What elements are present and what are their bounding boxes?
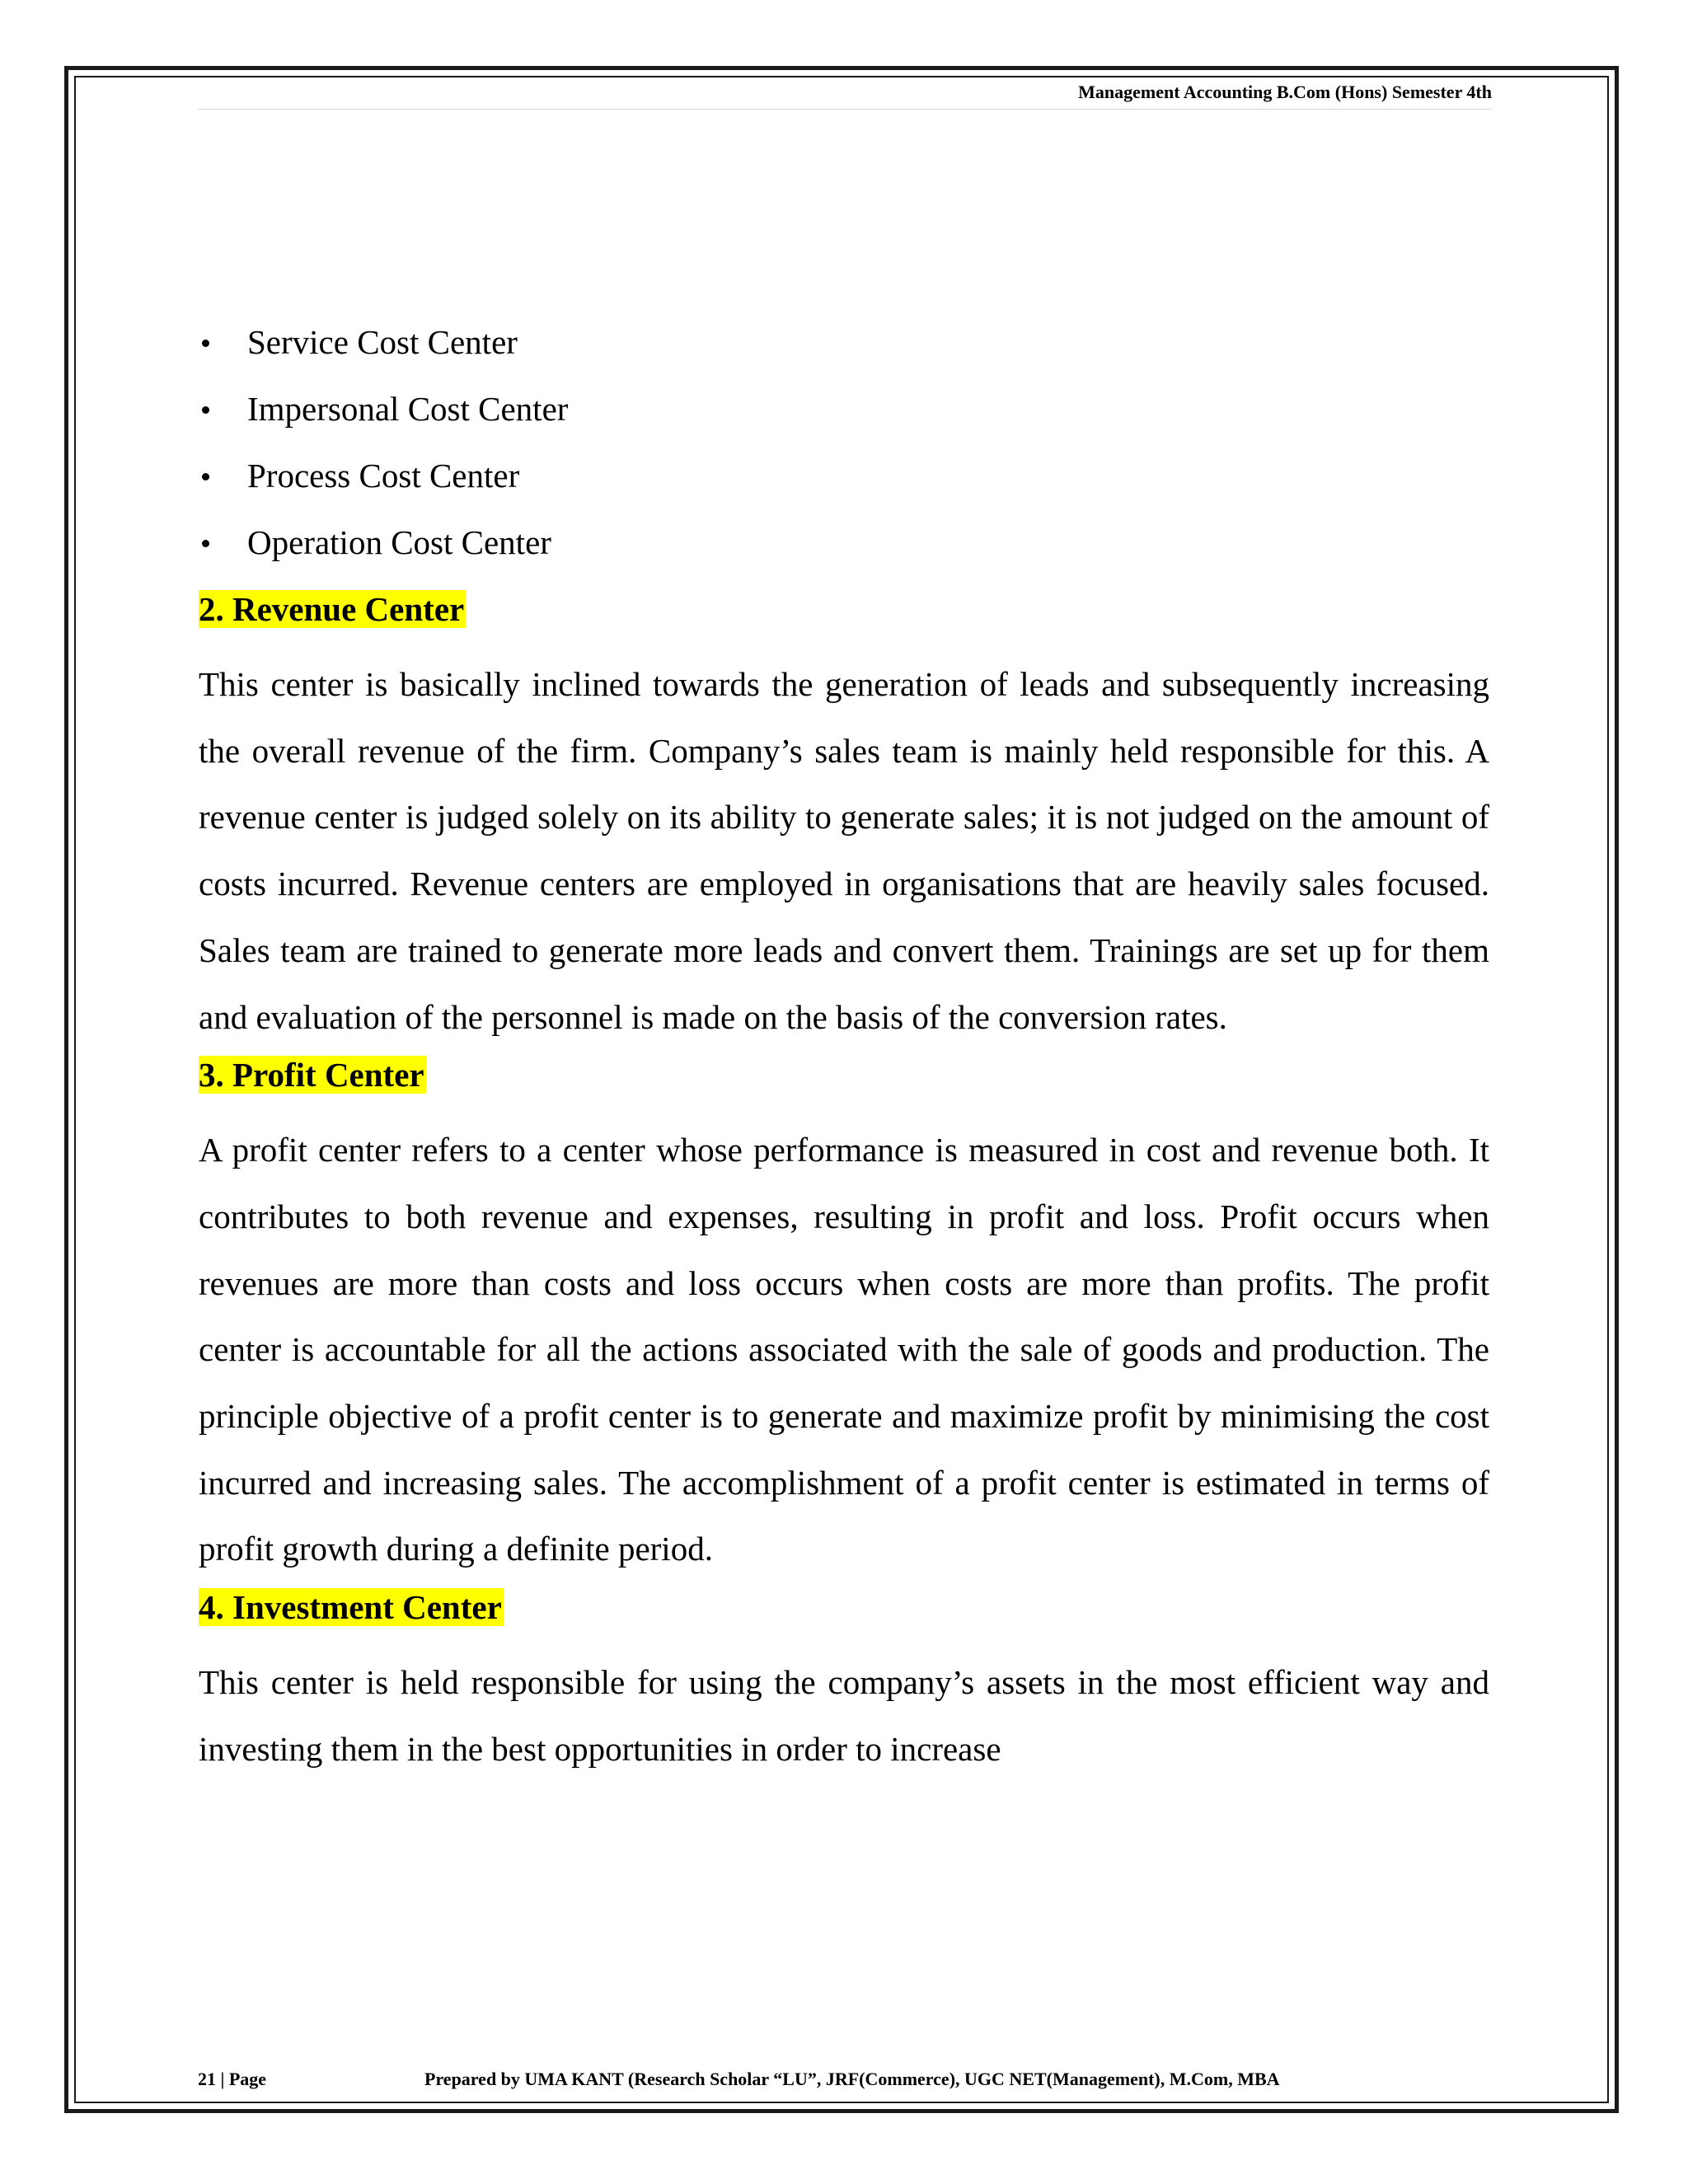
section-heading-investment-center (199, 1582, 1489, 1649)
page-content (199, 317, 1489, 1783)
list-item-label: Impersonal Cost Center (247, 390, 569, 428)
bullet-icon (202, 340, 209, 347)
list-item-label: Service Cost Center (247, 323, 518, 361)
list-item (199, 518, 1489, 584)
section-body-profit-center: A profit center refers to a center whose performance is measured in cost and revenue both. It contributes to both revenue and expenses, resulting in profit and loss. Profit occurs when revenues are more than costs and loss occurs when costs are more than profits. The profit center is accountable for all the actions associated with the sale of goods and production. The principle objective of a profit center is to generate and maximize profit by minimising the cost incurred and increasing sales. The accomplishment of a profit center is estimated in terms of profit growth during a definite period. (199, 1131, 1489, 1568)
prepared-by-credit: Prepared by UMA KANT (Research Scholar “LU”, JRF(Commerce), UGC NET(Management), M.Com, MBA (424, 2069, 1280, 2089)
list-item (199, 451, 1489, 518)
bullet-icon (202, 540, 209, 547)
page-header: Management Accounting B.Com (Hons) Semester 4th (198, 79, 1492, 110)
bullet-icon (202, 473, 209, 480)
highlighted-heading-text: 2. Revenue Center (199, 590, 465, 628)
list-item (199, 384, 1489, 451)
section-body-revenue-center: This center is basically inclined towards the generation of leads and subsequently increasing the overall revenue of the firm. Company’s sales team is mainly held responsible for this. A revenue center is judged solely on its ability to generate sales; it is not judged on the amount of costs incurred. Revenue centers are employed in organisations that are heavily sales focused. Sales team are trained to generate more leads and convert them. Trainings are set up for them and evaluation of the personnel is made on the basis of the conversion rates. (199, 665, 1489, 1036)
cost-center-list (199, 317, 1489, 584)
section-heading-profit-center (199, 1050, 1489, 1117)
list-item-label: Operation Cost Center (247, 523, 551, 561)
bullet-icon (202, 406, 209, 414)
list-item (199, 317, 1489, 384)
section-heading-revenue-center (199, 584, 1489, 651)
list-item-label: Process Cost Center (247, 457, 520, 494)
highlighted-heading-text: 3. Profit Center (199, 1056, 424, 1094)
section-body-investment-center: This center is held responsible for using the company’s assets in the most efficient way and investing them in the best opportunities in order to increase (199, 1663, 1489, 1768)
page-number: 21 | Page (198, 2069, 267, 2089)
highlighted-heading-text: 4. Investment Center (199, 1588, 502, 1627)
